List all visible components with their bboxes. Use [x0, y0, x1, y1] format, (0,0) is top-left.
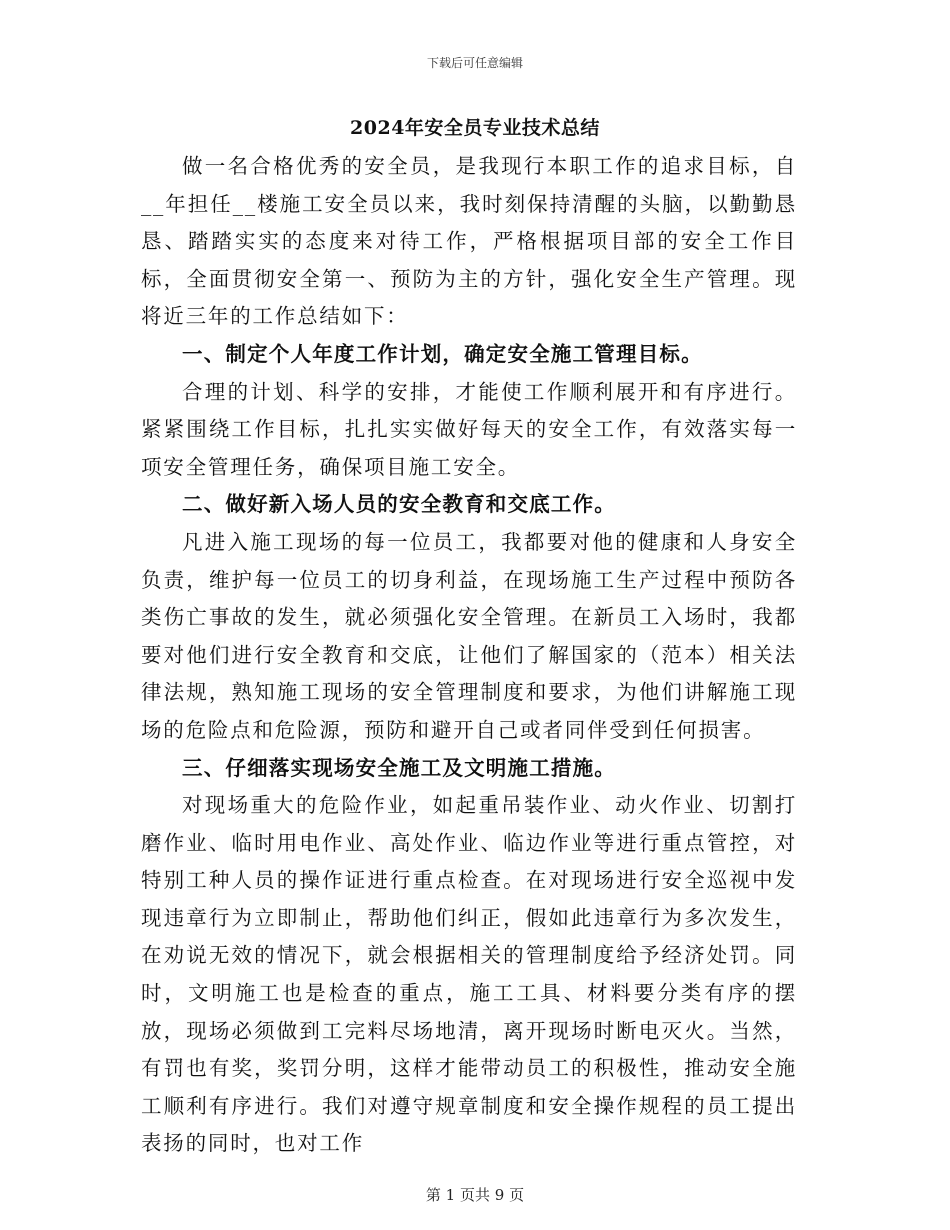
page-footer: 第 1 页共 9 页: [425, 1186, 525, 1204]
paragraph-intro: 做一名合格优秀的安全员，是我现行本职工作的追求目标，自__年担任__楼施工安全员以来，我时刻保持清醒的头脑，以勤勤恳恳、踏踏实实的态度来对待工作，严格根据项目部的安全工作目标，全面贯彻安全第一、预防为主的方针，强化安全生产管理。现将近三年的工作总结如下：: [141, 154, 797, 329]
section-heading-2: 二、做好新入场人员的安全教育和交底工作。: [182, 492, 616, 517]
paragraph-section-1: 合理的计划、科学的安排，才能使工作顺利展开和有序进行。紧紧围绕工作目标，扎扎实实做好每天的安全工作，有效落实每一项安全管理任务，确保项目施工安全。: [141, 379, 797, 479]
paragraph-section-3: 对现场重大的危险作业，如起重吊装作业、动火作业、切割打磨作业、临时用电作业、高处作业、临边作业等进行重点管控，对特别工种人员的操作证进行重点检查。在对现场进行安全巡视中发现违章行为立即制止，帮助他们纠正，假如此违章行为多次发生，在劝说无效的情况下，就会根据相关的管理制度给予经济处罚。同时，文明施工也是检查的重点，施工工具、材料要分类有序的摆放，现场必须做到工完料尽场地清，离开现场时断电灭火。当然，有罚也有奖，奖罚分明，这样才能带动员工的积极性，推动安全施工顺利有序进行。我们对遵守规章制度和安全操作规程的员工提出表扬的同时，也对工作: [141, 793, 797, 1156]
section-heading-1: 一、制定个人年度工作计划，确定安全施工管理目标。: [182, 341, 703, 366]
header-note: 下载后可任意编辑: [426, 56, 523, 70]
document-title: 2024年安全员专业技术总结: [350, 117, 600, 139]
document-body: [141, 148, 797, 1163]
paragraph-section-2: 凡进入施工现场的每一位员工，我都要对他的健康和人身安全负责，维护每一位员工的切身利益，在现场施工生产过程中预防各类伤亡事故的发生，就必须强化安全管理。在新员工入场时，我都要对他们进行安全教育和交底，让他们了解国家的（范本）相关法律法规，熟知施工现场的安全管理制度和要求，为他们讲解施工现场的危险点和危险源，预防和避开自己或者同伴受到任何损害。: [141, 529, 797, 742]
section-heading-3: 三、仔细落实现场安全施工及文明施工措施。: [182, 755, 616, 780]
